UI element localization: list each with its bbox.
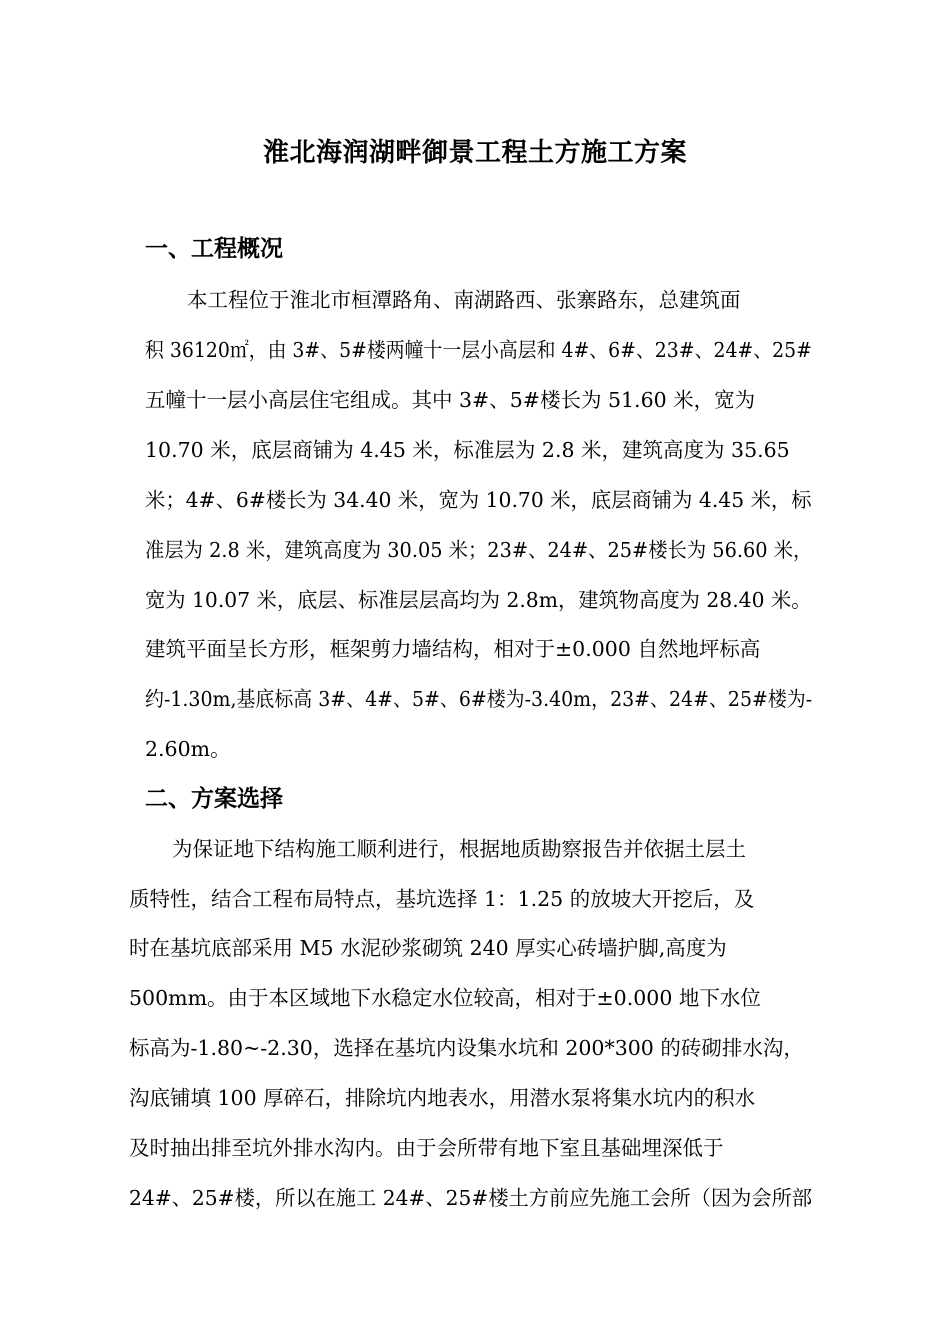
- paragraph-line: 五幢十一层小高层住宅组成。其中 3#、5#楼长为 51.60 米，宽为: [145, 388, 756, 412]
- paragraph-line: 积 36120㎡，由 3#、5#楼两幢十一层小高层和 4#、6#、23#、24#、25#: [145, 338, 812, 362]
- paragraph-line: 米；4#、6#楼长为 34.40 米，宽为 10.70 米，底层商铺为 4.45 米，标: [145, 488, 812, 512]
- section-heading-plan: 二、方案选择: [145, 786, 283, 812]
- paragraph-line: 2.60m。: [145, 737, 231, 761]
- paragraph-line: 准层为 2.8 米，建筑高度为 30.05 米；23#、24#、25#楼长为 56.60 米，: [145, 538, 813, 562]
- paragraph-line: 24#、25#楼，所以在施工 24#、25#楼土方前应先施工会所（因为会所部: [129, 1186, 813, 1210]
- document-title: 淮北海润湖畔御景工程土方施工方案: [262, 138, 687, 168]
- paragraph-line: 500mm。由于本区域地下水稳定水位较高，相对于±0.000 地下水位: [129, 986, 761, 1010]
- paragraph-line: 标高为-1.80~-2.30，选择在基坑内设集水坑和 200*300 的砖砌排水沟，: [129, 1036, 804, 1060]
- paragraph-line: 建筑平面呈长方形，框架剪力墙结构，相对于±0.000 自然地坪标高: [145, 637, 761, 661]
- paragraph-line: 10.70 米，底层商铺为 4.45 米，标准层为 2.8 米，建筑高度为 35.65: [145, 438, 790, 462]
- section-heading-overview: 一、工程概况: [145, 236, 283, 262]
- paragraph-line: 及时抽出排至坑外排水沟内。由于会所带有地下室且基础埋深低于: [129, 1136, 724, 1160]
- paragraph-line: 沟底铺填 100 厚碎石，排除坑内地表水，用潜水泵将集水坑内的积水: [129, 1086, 756, 1110]
- paragraph-line: 为保证地下结构施工顺利进行，根据地质勘察报告并依据土层土: [172, 837, 746, 861]
- paragraph-line: 宽为 10.07 米，底层、标准层层高均为 2.8m，建筑物高度为 28.40 米。: [145, 588, 812, 612]
- paragraph-line: 本工程位于淮北市桓潭路角、南湖路西、张寨路东，总建筑面: [187, 288, 741, 312]
- paragraph-line: 约-1.30m,基底标高 3#、4#、5#、6#楼为-3.40m，23#、24#、25#楼为-: [145, 687, 813, 711]
- paragraph-line: 质特性，结合工程布局特点，基坑选择 1：1.25 的放坡大开挖后，及: [129, 887, 755, 911]
- paragraph-line: 时在基坑底部采用 M5 水泥砂浆砌筑 240 厚实心砖墙护脚,高度为: [129, 936, 727, 960]
